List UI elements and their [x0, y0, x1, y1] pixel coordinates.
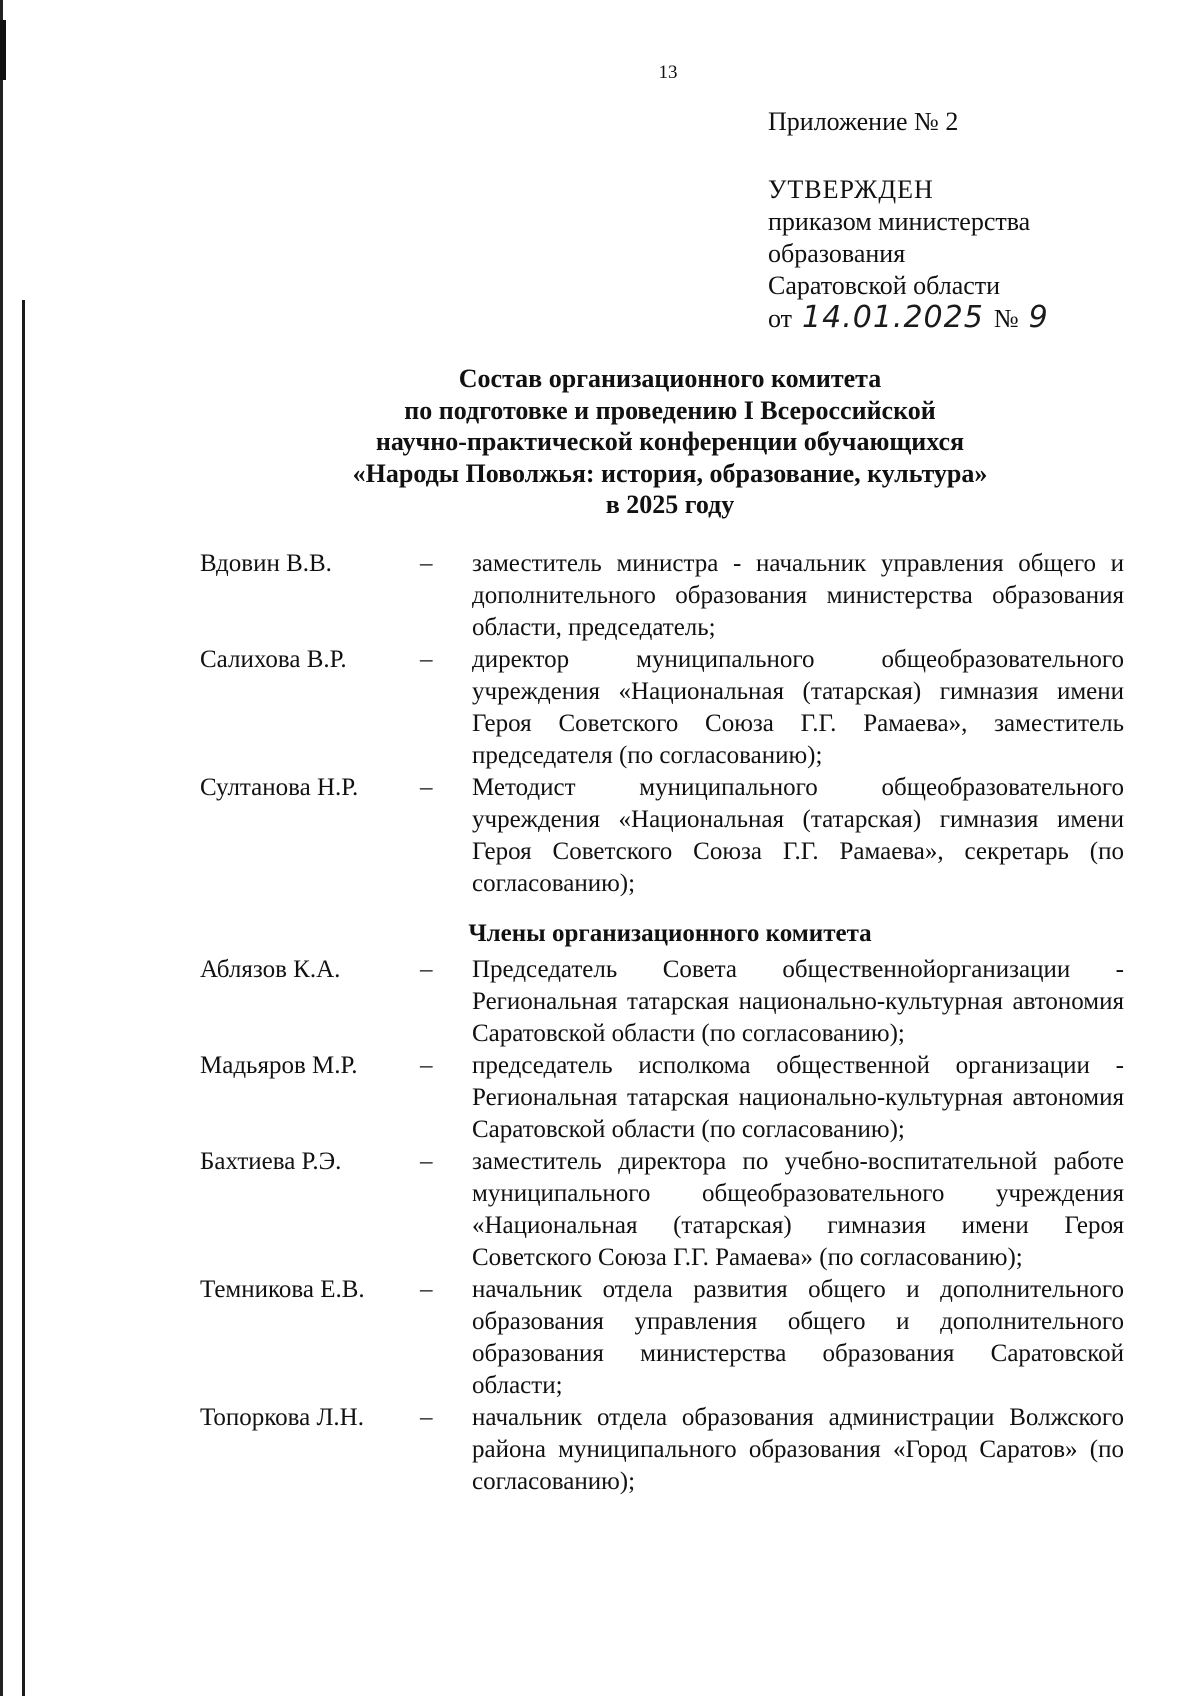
approval-block	[768, 106, 1049, 335]
page-number: 13	[658, 62, 678, 83]
roster-row	[200, 1050, 1124, 1146]
dash: –	[420, 774, 433, 801]
dash: –	[420, 1052, 433, 1079]
appendix-label: Приложение № 2	[768, 107, 959, 136]
person-name: Вдовин В.В.	[200, 550, 332, 577]
roster-row	[200, 548, 1124, 644]
order-number: 9	[1028, 300, 1049, 335]
person-role: заместитель министра - начальник управления общего и дополнительного образования министерства образования области, председатель;	[472, 550, 1124, 641]
dash: –	[420, 550, 433, 577]
person-role: начальник отдела образования администрации Волжского района муниципального образования «Город Саратов» (по согласованию);	[472, 1404, 1124, 1495]
scan-edge	[0, 0, 3, 1696]
person-name: Топоркова Л.Н.	[200, 1404, 364, 1431]
person-name: Султанова Н.Р.	[200, 774, 359, 801]
person-role: начальник отдела развития общего и дополнительного образования управления общего и дополнительного образования министерства образования Саратовской области;	[472, 1276, 1124, 1399]
dash: –	[420, 956, 433, 983]
dash: –	[420, 1148, 433, 1175]
roster-row	[200, 1146, 1124, 1274]
person-name: Темникова Е.В.	[200, 1276, 365, 1303]
heading-line-4: «Народы Поволжья: история, образование, культура»	[352, 458, 988, 488]
leaders-list	[200, 548, 1124, 1498]
person-role: директор муниципального общеобразовательного учреждения «Национальная (татарская) гимназия имени Героя Советского Союза Г.Г. Рамаева», заместитель председателя (по согласованию);	[472, 646, 1124, 769]
number-label: №	[993, 304, 1019, 333]
approval-line-3: Саратовской области	[768, 271, 1001, 300]
approved-label: УТВЕРЖДЕН	[768, 175, 934, 204]
roster-row	[200, 954, 1124, 1050]
roster-row	[200, 1274, 1124, 1402]
person-role: Методист муниципального общеобразовательного учреждения «Национальная (татарская) гимназия имени Героя Советского Союза Г.Г. Рамаева», секретарь (по согласованию);	[472, 774, 1124, 897]
from-label: от	[768, 304, 793, 333]
person-name: Аблязов К.А.	[200, 956, 341, 983]
person-role: Председатель Совета общественнойорганизации - Региональная татарская национально-культурная автономия Саратовской области (по согласованию);	[472, 956, 1124, 1047]
roster-row	[200, 644, 1124, 772]
document-heading	[0, 363, 1200, 521]
dash: –	[420, 1404, 433, 1431]
heading-line-3: научно-практической конференции обучающихся	[375, 427, 965, 456]
approval-line-2: образования	[768, 239, 906, 268]
person-role: заместитель директора по учебно-воспитательной работе муниципального общеобразовательного учреждения «Национальная (татарская) гимназия имени Героя Советского Союза Г.Г. Рамаева» (по согласованию);	[472, 1148, 1124, 1271]
roster-row	[200, 772, 1124, 900]
person-role: председатель исполкома общественной организации - Региональная татарская национально-культурная автономия Саратовской области (по согласованию);	[472, 1052, 1124, 1143]
person-name: Бахтиева Р.Э.	[200, 1148, 342, 1175]
order-date: 14.01.2025	[802, 300, 984, 335]
order-line	[768, 302, 1049, 335]
dash: –	[420, 646, 433, 673]
person-name: Мадьяров М.Р.	[200, 1052, 358, 1079]
person-name: Салихова В.Р.	[200, 646, 347, 673]
heading-line-1: Состав организационного комитета	[458, 364, 882, 393]
members-heading: Члены организационного комитета	[468, 920, 872, 947]
dash: –	[420, 1276, 433, 1303]
approval-line-1: приказом министерства	[768, 207, 1031, 236]
heading-line-2: по подготовке и проведению I Всероссийской	[404, 395, 936, 425]
roster-row	[200, 1402, 1124, 1498]
heading-line-5: в 2025 году	[605, 490, 735, 519]
